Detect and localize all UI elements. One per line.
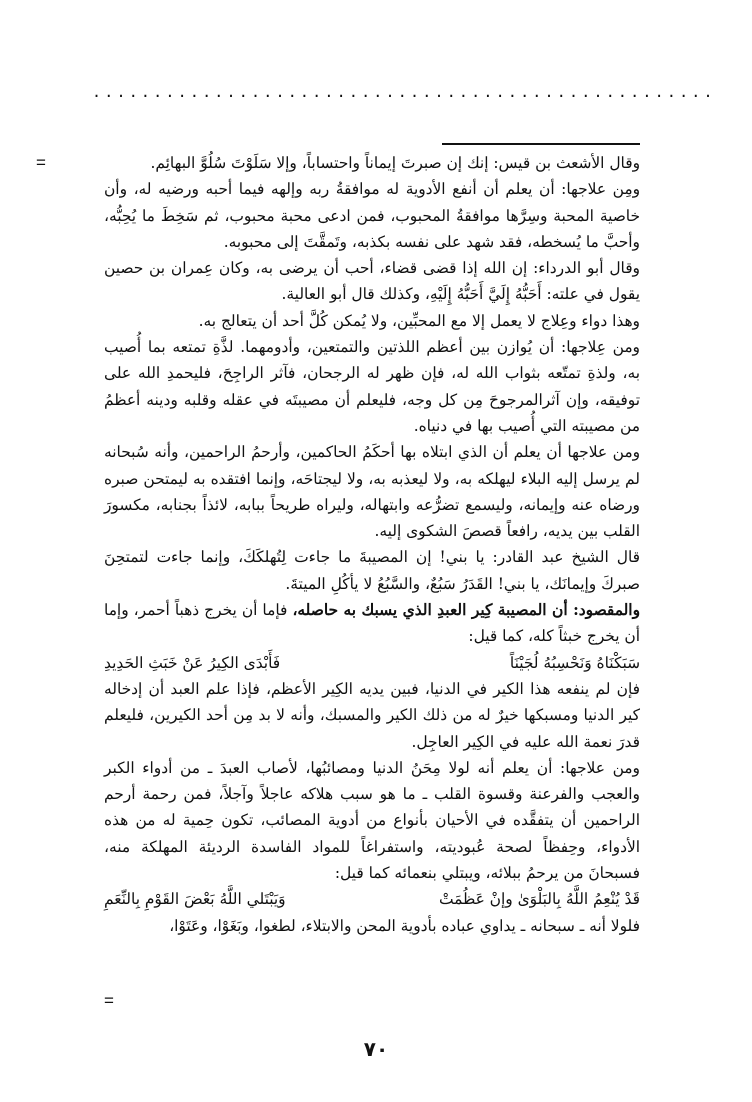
paragraph-trials-mercy: ومن علاجها: أن يعلم أنه لولا مِحَنُ الدنيا ومصائبُها، لأصاب العبدَ ـ من أدواء الكبر والعجب والفرعنة وقسوة القلب ـ ما هو سبب هلاكه عاجلاً وآجلاً، فمن رحمة أرحم الراحمين أن يتفقَّده في الأحيان بأنواع من أدوية المصائب، تكون حِمية له من هذه الأدواء، وحِفظاً لصحة عُبوديته، واستفراغاً للمواد الفاسدة الرديئة المهلكة منه، فسبحانَ من يرحمُ ببلائه، ويبتلي بنعمائه كما قيل:	[104, 758, 640, 883]
paragraph-ashath: وقال الأشعث بن قيس: إنك إن صبرتَ إيماناً واحتساباً، وإلا سَلَوْتَ سُلُوَّ البهائِم.	[150, 154, 640, 172]
verse-1-first-hemistich: سَبَكْنَاهُ وَنَحْسِبُهُ لُجَيْنَاً	[509, 653, 640, 672]
paragraph-furnace	[104, 597, 640, 650]
paragraph-abu-darda: وقال أبو الدرداء: إن الله إذا قضى قضاء، أحب أن يرضى به، وكان عِمران بن حصين يقول في علته: أَحَبُّهُ إِلَيَّ أَحَبُّهُ إِلَيْهِ، وكذلك قال أبو العالية.	[104, 259, 640, 304]
paragraph-closing: فلولا أنه ـ سبحانه ـ يداوي عباده بأدوية المحن والابتلاء، لطغوا، وبَغَوْا، وعَتَوْا،	[169, 916, 640, 935]
verse-1-second-hemistich: فَأَبْدَى الكِيرُ عَنْ خَبَثِ الحَدِيدِ	[104, 653, 281, 672]
paragraph-love-cure: ومِن علاجها: أن يعلم أن أنفع الأدوية له موافقةُ ربه وإلهه فيما أحبه ورضيه له، وأن خاصية المحبة وسِرَّها موافقةُ المحبوب، فمن ادعى محبة محبوب، ثم سَخِطَ ما يُحِبُّه، وأحبَّ ما يُسخطه، فقد شهد على نفسه بكذبه، وتَمقَّتَ إلى محبوبه.	[104, 180, 640, 251]
verse-2-first-hemistich: قَدْ يُنْعِمُ اللَّهُ بِالبَلْوَىٰ وإنْ عَظُمَتْ	[438, 890, 640, 909]
page-body-text	[104, 150, 640, 939]
paragraph-greater-furnace: فإن لم ينفعه هذا الكير في الدنيا، فبين يديه الكِير الأعظم، فإذا علم العبد أن إدخاله كير الدنيا ومسبكها خيرٌ له من ذلك الكير والمسبك، وأنه لا بد مِن أحد الكيرين، فليعلم قدرَ نعمة الله عليه في الكِير العاجِل.	[104, 679, 640, 751]
paragraph-furnace-bold: والمقصود: أن المصيبة كِير العبدِ الذي يسبك به حاصله،	[292, 601, 640, 620]
paragraph-weighing-pleasures: ومن عِلاجها: أن يُوازن بين أعظم اللذتين والتمتعين، وأدومهما. لذَّةِ تمتعه بما أُصيب به، ولذةِ تمتّعه بثواب الله له، فإن ظهر له الرجحان، فآثر الراجِحَ، فليحمدِ الله على توفيقه، وإن آثرالمرجوحَ مِن كل وجه، فليعلم أن مصيبتَه في عقله وقلبه ودينه أعظمُ من مصيبته التي أُصيب بها في دنياه.	[104, 338, 640, 435]
verse-line-1	[104, 650, 640, 676]
paragraph-lovers-only: وهذا دواء وعِلاج لا يعمل إلا مع المحبِّين، ولا يُمكن كُلَّ أحد أن يتعالج به.	[198, 311, 640, 330]
header-dotted-line: ...................................................	[92, 83, 716, 101]
verse-line-2	[104, 886, 640, 912]
paragraph-wisest-judge: ومن علاجها أن يعلم أن الذي ابتلاه بها أحكَمُ الحاكمين، وأرحمُ الراحمين، وأنه سُبحانه لم يرسل إليه البلاء ليهلكه به، ولا ليعذبه به، ولا ليجتاحَه، وإنما افتقده به ليمتحن صبره ورضاه عنه وإيمانه، وليسمع تضرُّعه وابتهاله، وليراه طريحاً ببابه، لائذاً بجنابه، مكسورَ القلب بين يديه، رافعاً قصصَ الشكوى إليه.	[104, 443, 640, 541]
page-number: ٧٠	[363, 1037, 389, 1061]
verse-2-second-hemistich: وَيَبْتَلي اللَّهُ بَعْضَ القَوْمِ بِالنِّعَمِ	[104, 890, 286, 909]
continuation-mark-top: =	[36, 153, 46, 172]
footnote-separator-rule	[442, 143, 640, 145]
continuation-mark-bottom: =	[104, 991, 114, 1010]
paragraph-abdulqadir: قال الشيخ عبد القادر: يا بني! إن المصيبةَ ما جاءت لِتُهلكَكَ، وإنما جاءت لتمتحِنَ صبركَ وإيمانَك، يا بني! القَدَرُ سَبُعٌ، والسَّبُعُ لا يأكُلِ الميتةَ.	[104, 548, 640, 593]
paragraph-furnace-rest: فإما أن يخرج ذهباً أحمر، وإما أن يخرج خبثاً كله، كما قيل:	[104, 601, 640, 646]
